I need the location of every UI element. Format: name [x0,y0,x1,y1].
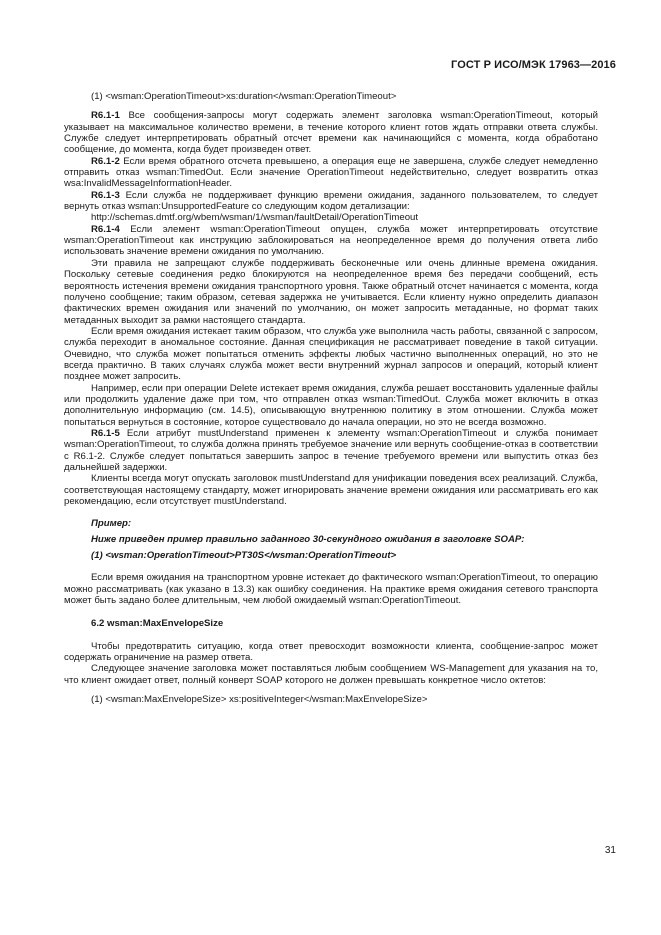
example-description: Ниже приведен пример правильно заданного 30-секундного ожидания в заголовке SOAP: [91,534,525,546]
page-content [64,91,598,705]
requirement-r6-1-2 [64,156,598,190]
body-paragraph: Например, если при операции Delete истекает время ожидания, служба решает восстановить удаленные файлы или продолжить удаление даже при том, что отправлен отказ wsman:TimedOut. Служба может включить в отказ дополнительную информацию (см. 14.5), описывающую внутреннюю политику в этом отношении. Служба может попытаться вернуться в состояние, которое существовало до начала операции, но это не всегда возможно. [64,382,598,428]
requirement-r6-1-4 [64,224,598,258]
requirement-label: R6.1-4 [91,223,120,235]
body-paragraph: Клиенты всегда могут опускать заголовок mustUnderstand для унификации поведения всех реализаций. Служба, соответствующая настоящему стандарту, может игнорировать значение времени ожидания или рассматривать его как рекомендацию, если отсутствует mustUnderstand. [64,473,598,508]
body-paragraph: Чтобы предотвратить ситуацию, когда ответ превосходит возможности клиента, сообщение-запрос может содержать ограничение на размер ответа. [64,640,598,664]
requirement-text: Если служба не поддерживает функцию времени ожидания, заданного пользователем, то следует вернуть отказ wsman:UnsupportedFeature со следующим кодом детализации: [64,189,598,213]
requirement-text: Если элемент wsman:OperationTimeout опущен, служба может интерпретировать отсутствие wsman:OperationTimeout как инструкцию заблокироваться на неопределенное время до получения ответа либо использовать значение времени ожидания по умолчанию. [64,223,598,258]
body-paragraph: Если время ожидания на транспортном уровне истекает до фактического wsman:OperationTimeout, то операцию можно рассматривать (как указано в 13.3) как ошибку соединения. На практике время ожидания сетевого транспорта может быть задано более длительным, чем любой ожидаемый wsman:OperationTimeout. [64,572,598,607]
requirement-r6-1-5 [64,428,598,473]
requirement-label: R6.1-1 [91,110,120,122]
page-number: 31 [604,845,616,856]
document-header: ГОСТ Р ИСО/МЭК 17963—2016 [451,59,616,71]
example-heading: Пример: [91,518,132,530]
requirement-r6-1-3 [64,190,598,213]
code-line-max-envelope-size: (1) <wsman:MaxEnvelopeSize> xs:positiveInteger</wsman:MaxEnvelopeSize> [91,694,428,706]
body-paragraph: Следующее значение заголовка может поставляться любым сообщением WS-Management для указания на то, что клиент ожидает ответ, полный конверт SOAP которого не должен превышать конкретное число октетов: [64,663,598,686]
requirement-label: R6.1-5 [91,427,120,439]
example-code: (1) <wsman:OperationTimeout>PT30S</wsman:OperationTimeout> [91,550,397,562]
requirement-text: Если время обратного отсчета превышено, а операция еще не завершена, службе следует немедленно отправить отказ wsman:TimedOut. Если значение OperationTimeout недействительно, следует возвратить отказ wsa:InvalidMessageInformationHeader. [64,155,598,190]
section-title: 6.2 wsman:MaxEnvelopeSize [91,618,224,630]
requirement-label: R6.1-2 [91,155,120,167]
fault-detail-uri: http://schemas.dmtf.org/wbem/wsman/1/wsman/faultDetail/OperationTimeout [91,212,419,224]
requirement-text: Если атрибут mustUnderstand применен к элементу wsman:OperationTimeout и служба понимает wsman:OperationTimeout, то служба должна принять требуемое значение или вернуть сообщение-отказ в соответствии с R6.1-2. Службе следует попытаться завершить запрос в течение требуемого времени или выпустить отказ без дальнейшей задержки. [64,427,598,473]
requirement-text: Все сообщения-запросы могут содержать элемент заголовка wsman:OperationTimeout, который указывает на максимальное количество времени, в течение которого клиент готов ждать отправки ответа службы. Службе следует интерпретировать обратный отсчет времени как начинающийся с момента, когда обработано сообщение, до момента, когда будет произведен ответ. [64,110,598,156]
requirement-label: R6.1-3 [91,189,120,201]
code-line-operation-timeout: (1) <wsman:OperationTimeout>xs:duration</wsman:OperationTimeout> [91,91,397,102]
body-paragraph: Эти правила не запрещают службе поддерживать бесконечные или очень длинные времена ожидания. Поскольку сетевые соединения редко блокируются на неопределенное время без передачи сообщений, есть вероятность истечения времени ожидания транспортного уровня. Также обратный отсчет начинается с момента, когда получено сообщение; таким образом, сетевая задержка не учитывается. Если клиенту нужно определить диапазон фактических времен ожидания или значений по умолчанию, он может запросить метаданные, но формат таких метаданных выходит за рамки настоящего стандарта. [64,257,598,326]
body-paragraph: Если время ожидания истекает таким образом, что служба уже выполнила часть работы, связанной с запросом, служба переходит в аномальное состояние. Данная спецификация не рассматривает поведение в такой ситуации. Очевидно, что служба может попытаться отменить эффекты любых частично выполненных операций, но это не всегда практично. В таких случаях служба может вести внутренний журнал запросов и операций, который клиент позднее может запросить. [64,325,598,383]
requirement-r6-1-1 [64,110,598,155]
